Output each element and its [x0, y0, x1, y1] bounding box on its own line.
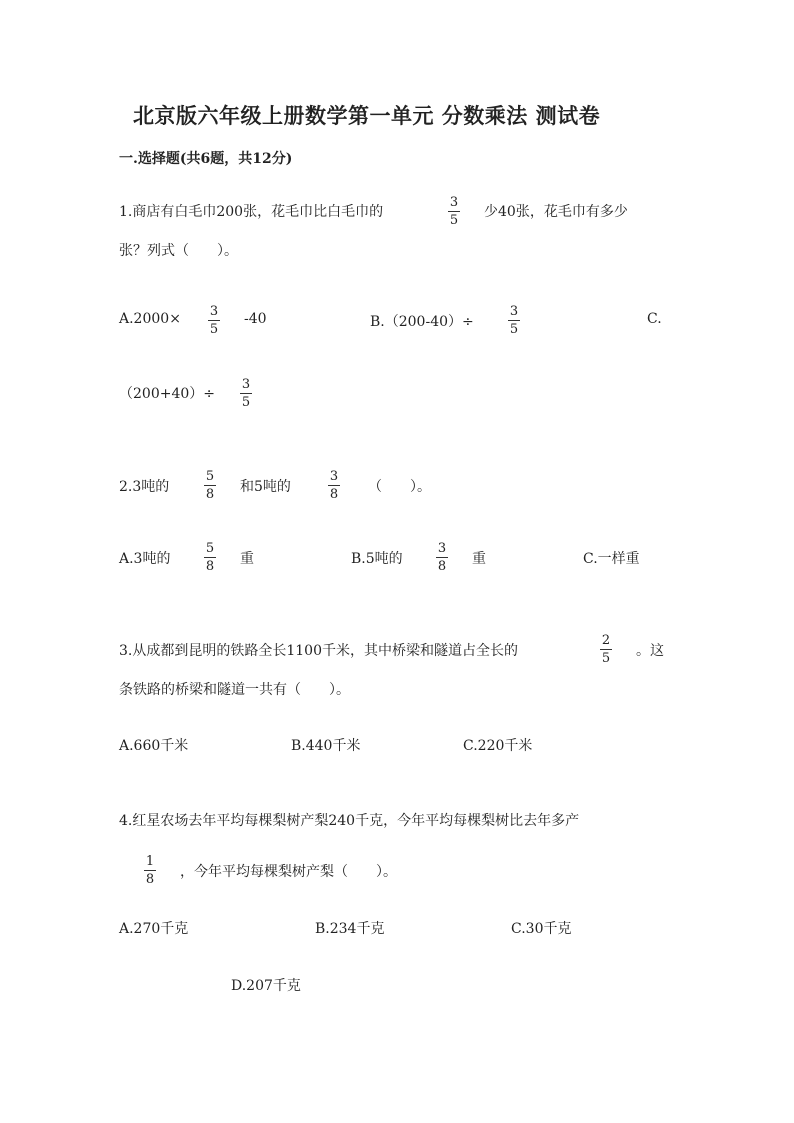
fraction-bar: [204, 557, 216, 558]
fraction-numerator: 3: [241, 377, 251, 392]
option-text: -40: [244, 311, 267, 327]
fraction-denominator: 8: [205, 487, 215, 502]
fraction-denominator: 8: [437, 559, 447, 574]
fraction-denominator: 5: [209, 322, 219, 337]
option-label: C.一样重: [583, 551, 640, 567]
option-label: B.5吨的: [351, 551, 403, 567]
fraction: [447, 195, 461, 228]
section-heading: 一.选择题(共6题，共12分): [119, 151, 293, 167]
fraction-numerator: 2: [601, 633, 611, 648]
fraction-bar: [436, 557, 448, 558]
fraction: [239, 377, 253, 410]
question-4-text-line2: ，今年平均每棵梨树产梨（ ）。: [180, 864, 397, 880]
question-1-text-line2: 张？列式（ ）。: [119, 243, 238, 259]
option-label: A.2000×: [119, 311, 181, 327]
fraction-numerator: 3: [437, 541, 447, 556]
fraction-denominator: 5: [509, 322, 519, 337]
option-label: C.: [647, 311, 662, 327]
fraction-bar: [508, 320, 520, 321]
fraction-bar: [600, 649, 612, 650]
fraction: [203, 469, 217, 502]
question-1-text-cont: 少40张，花毛巾有多少: [484, 204, 628, 220]
fraction-numerator: 5: [205, 469, 215, 484]
question-3-text-cont: 。这: [636, 643, 664, 659]
fraction-denominator: 5: [241, 395, 251, 410]
option-text: （200+40）÷: [119, 386, 215, 402]
fraction: [143, 854, 157, 887]
option-c[interactable]: C.30千克: [511, 921, 572, 937]
option-b[interactable]: B.234千克: [315, 921, 385, 937]
option-d[interactable]: D.207千克: [231, 978, 301, 994]
option-a[interactable]: A.270千克: [119, 921, 189, 937]
fraction-bar: [208, 320, 220, 321]
fraction-denominator: 5: [449, 213, 459, 228]
fraction: [327, 469, 341, 502]
page-title: 北京版六年级上册数学第一单元 分数乘法 测试卷: [133, 103, 601, 128]
option-label: A.3吨的: [119, 551, 171, 567]
option-c[interactable]: C.220千米: [463, 738, 533, 754]
option-text: 重: [472, 551, 486, 567]
question-2-text-mid: 和5吨的: [240, 479, 291, 495]
option-label: B.（200-40）÷: [370, 314, 474, 330]
fraction: [507, 304, 521, 337]
question-3-text: 3.从成都到昆明的铁路全长1100千米，其中桥梁和隧道占全长的: [119, 643, 518, 659]
fraction-bar: [240, 393, 252, 394]
fraction-bar: [328, 485, 340, 486]
question-3-text-line2: 条铁路的桥梁和隧道一共有（ ）。: [119, 682, 350, 698]
option-text: 重: [240, 551, 254, 567]
fraction-bar: [448, 211, 460, 212]
question-2-text: 2.3吨的: [119, 479, 170, 495]
fraction-denominator: 8: [329, 487, 339, 502]
question-4-text: 4.红星农场去年平均每棵梨树产梨240千克，今年平均每棵梨树比去年多产: [119, 813, 580, 829]
fraction-bar: [204, 485, 216, 486]
fraction-denominator: 8: [205, 559, 215, 574]
question-1-text: 1.商店有白毛巾200张，花毛巾比白毛巾的: [119, 204, 384, 220]
question-2-text-end: （ ）。: [368, 479, 431, 495]
fraction-numerator: 3: [449, 195, 459, 210]
fraction-numerator: 1: [145, 854, 155, 869]
fraction-denominator: 8: [145, 872, 155, 887]
fraction: [203, 541, 217, 574]
fraction-bar: [144, 870, 156, 871]
fraction: [599, 633, 613, 666]
option-a[interactable]: A.660千米: [119, 738, 189, 754]
fraction-denominator: 5: [601, 651, 611, 666]
fraction-numerator: 5: [205, 541, 215, 556]
fraction: [207, 304, 221, 337]
fraction-numerator: 3: [509, 304, 519, 319]
fraction-numerator: 3: [329, 469, 339, 484]
fraction: [435, 541, 449, 574]
option-b[interactable]: B.440千米: [291, 738, 361, 754]
fraction-numerator: 3: [209, 304, 219, 319]
